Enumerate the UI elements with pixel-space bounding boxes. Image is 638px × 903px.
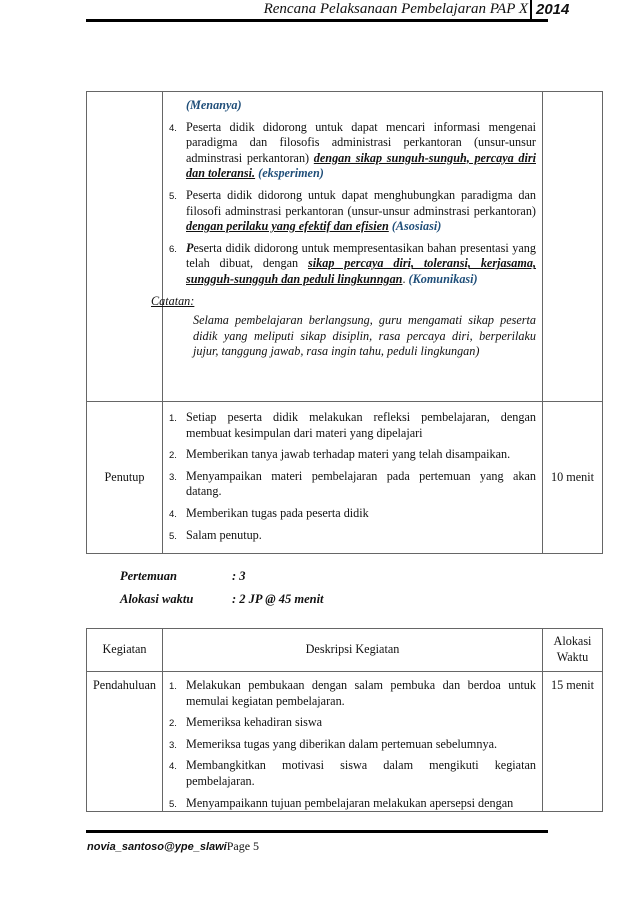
list-text: Memeriksa kehadiran siswa: [186, 715, 323, 730]
time-cell-empty: [543, 92, 603, 402]
page-footer: [87, 839, 259, 854]
pertemuan-label: Pertemuan: [120, 569, 177, 583]
header-separator: [530, 0, 532, 19]
list-number: 5.: [169, 798, 177, 810]
list-number: 2.: [169, 718, 177, 730]
list-text: Peserta didik didorong untuk dapat mencari informasi mengenai paradigma dan filosofis administrasi perkantoran (unsur-unsur adminstrasi perkantoran): [186, 119, 536, 165]
footer-rule: [86, 830, 548, 833]
pendahuluan-description-cell: [163, 672, 543, 812]
list-number: 5.: [169, 530, 177, 542]
list-text: Menyampaikann tujuan pembelajaran melakukan apersepsi dengan: [186, 795, 514, 810]
list-item: [169, 796, 536, 812]
list-text: Membangkitkan motivasi siswa dalam mengikuti kegiatan pembelajaran.: [186, 758, 536, 788]
list-tag: (eksperimen): [258, 166, 324, 181]
table-header-row: [87, 629, 603, 672]
list-item: [169, 678, 536, 709]
activity-cell-empty: [87, 92, 163, 402]
list-number: 5.: [169, 190, 177, 202]
penutup-time: 10 menit: [543, 402, 603, 554]
list-number: 1.: [169, 681, 177, 692]
header-title: Rencana Pelaksanaan Pembelajaran PAP X: [263, 1, 528, 17]
list-item: [169, 737, 536, 753]
pendahuluan-list: [169, 678, 536, 811]
list-item: 6. Peserta didik didorong untuk mempresentasikan bahan presentasi yang telah dibuat, dengan sikap percaya diri, toleransi, kerjasama, sungguh-sungguh dan peduli lingkunngan. (Komunikasi): [169, 240, 537, 286]
activity-table-continued: [86, 91, 603, 554]
list-tag: (Komunikasi): [408, 271, 478, 286]
list-text: Peserta didik didorong untuk dapat menghubungkan paradigma dan filosofi adminstrasi perkantoran (unsur-unsur adminstrasi perkantoran): [186, 187, 536, 218]
list-number: 3.: [169, 471, 177, 483]
header-rule: [86, 19, 548, 22]
list-dropcap: P: [186, 240, 194, 255]
page-number: Page 5: [226, 839, 260, 853]
list-text: Salam penutup.: [186, 527, 262, 542]
footer-email: novia_santoso@ype_slawi: [87, 841, 227, 853]
note-text: Selama pembelajaran berlangsung, guru mengamati sikap peserta didik yang meliputi sikap disiplin, rasa percaya diri, berperilaku jujur, tanggung jawab, rasa ingin tahu, peduli lingkungan): [193, 313, 536, 359]
penutup-label: Penutup: [87, 402, 163, 554]
list-text: eserta didik didorong untuk mempresentasikan bahan presentasi yang telah dibuat, dengan: [186, 240, 536, 271]
list-text: Memeriksa tugas yang diberikan dalam pertemuan sebelumnya.: [186, 736, 498, 751]
list-item: [169, 410, 536, 441]
penutup-description-cell: [163, 402, 543, 554]
header-year: 2014: [536, 1, 570, 18]
activity-table-meeting-3: [86, 628, 603, 812]
list-item: [169, 447, 536, 463]
list-text: Memberikan tanya jawab terhadap materi yang telah disampaikan.: [186, 447, 511, 462]
list-item: [169, 758, 536, 789]
list-emphasis: dengan perilaku yang efektif dan efisien: [186, 219, 389, 234]
activity-list: [169, 120, 536, 288]
list-item: [169, 506, 536, 522]
list-emphasis: dengan sikap sunguh-sunguh, percaya diri dan toleransi.: [186, 150, 536, 181]
alokasi-label: Alokasi waktu: [120, 592, 194, 606]
header-alokasi: Alokasi Waktu: [543, 629, 603, 672]
table-row: [87, 402, 603, 554]
list-tag: (Asosiasi): [391, 219, 442, 234]
note-title: Catatan:: [151, 293, 195, 308]
alokasi-line: [120, 592, 324, 607]
list-text: Menyampaikan materi pembelajaran pada pertemuan yang akan datang.: [186, 468, 536, 499]
table-row: [87, 672, 603, 812]
pendahuluan-time: 15 menit: [543, 672, 603, 812]
list-item: [169, 715, 536, 731]
header-kegiatan: Kegiatan: [87, 629, 163, 672]
list-emphasis: sikap percaya diri, toleransi, kerjasama, sungguh-sungguh dan peduli lingkunngan: [186, 256, 537, 286]
list-number: 4.: [169, 122, 177, 134]
alokasi-value: : 2 JP @ 45 menit: [232, 592, 324, 606]
pendahuluan-label: Pendahuluan: [87, 672, 163, 812]
list-number: 4.: [169, 508, 177, 520]
list-item: [169, 469, 536, 500]
list-item: [169, 120, 536, 182]
list-number: 4.: [169, 761, 177, 773]
list-number: 2.: [169, 450, 177, 462]
list-text: Memberikan tugas pada peserta didik: [186, 505, 369, 520]
list-text: Setiap peserta didik melakukan refleksi pembelajaran, dengan membuat kesimpulan dari materi yang dipelajari: [186, 410, 536, 440]
lead-tag: (Menanya): [186, 98, 242, 112]
list-number: 3.: [169, 739, 177, 751]
pertemuan-value: : 3: [232, 569, 246, 583]
list-item: [169, 188, 536, 235]
pertemuan-line: [120, 569, 246, 584]
list-item: [169, 528, 536, 544]
page-header: [0, 0, 638, 24]
list-text: Melakukan pembukaan dengan salam pembuka dan berdoa untuk memulai kegiatan pembelajaran.: [186, 678, 536, 708]
list-number: 1.: [169, 413, 177, 424]
header-deskripsi: Deskripsi Kegiatan: [163, 629, 543, 672]
list-number: 6.: [169, 243, 177, 255]
activity-description-cell: [151, 92, 543, 402]
table-row: [87, 92, 603, 402]
penutup-list: [169, 410, 536, 543]
